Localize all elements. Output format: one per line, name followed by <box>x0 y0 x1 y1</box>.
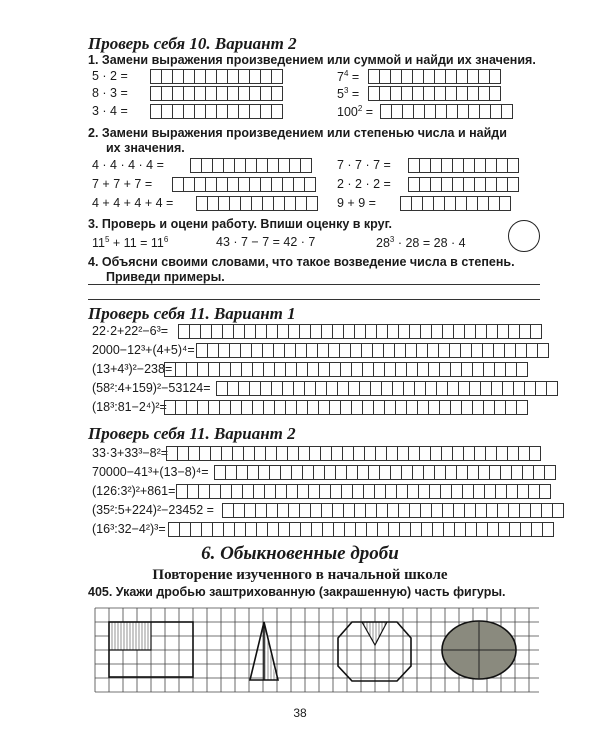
answer-cell[interactable] <box>304 177 316 192</box>
grade-circle[interactable] <box>508 220 540 252</box>
section-title-check-11-v2: Проверь себя 11. Вариант 2 <box>88 424 296 443</box>
hatched-region <box>109 622 151 650</box>
answer-cells[interactable] <box>164 400 527 415</box>
task-2-expr-6: 9 + 9 = <box>337 196 376 210</box>
task-3-expr-1: $11^5 + 11 = 11^6$ <box>92 235 169 251</box>
answer-cell[interactable] <box>489 86 501 101</box>
shaded-region <box>442 621 516 679</box>
s11v2-expr-5: (16³:32−4²)³= <box>92 522 166 536</box>
chapter-title: 6. Обыкновенные дроби <box>201 543 399 564</box>
equals-sign: = <box>351 70 360 85</box>
base: 100 <box>337 105 358 120</box>
answer-cell[interactable] <box>507 177 519 192</box>
task-1-expr-1: 5 · 2 = <box>92 69 128 83</box>
answer-cells[interactable] <box>368 86 500 101</box>
answer-cell[interactable] <box>552 503 564 518</box>
octagon-figure <box>338 622 411 681</box>
answer-cells[interactable] <box>408 177 518 192</box>
task-2-label-line-2: их значения. <box>106 141 185 155</box>
answer-line[interactable] <box>88 299 540 300</box>
answer-cell[interactable] <box>530 324 542 339</box>
s11v2-expr-3: (126:3²)²+861= <box>92 484 176 498</box>
task-1-expr-2: 8 · 3 = <box>92 86 128 100</box>
answer-cells[interactable] <box>400 196 510 211</box>
base: 7 <box>337 70 344 85</box>
equals-sign: = <box>351 87 360 102</box>
exponent: 2 <box>357 104 363 113</box>
answer-cell[interactable] <box>507 158 519 173</box>
answer-cells[interactable] <box>368 69 500 84</box>
task-3-expr-2: 43 · 7 − 7 = 42 · 7 <box>216 235 316 249</box>
s11v2-expr-1: 33·3+33³−8²= <box>92 446 169 460</box>
equals-sign: = <box>365 105 374 120</box>
exponent: 3 <box>343 86 349 95</box>
base: 5 <box>337 87 344 102</box>
answer-cells[interactable] <box>190 158 311 173</box>
answer-cells[interactable] <box>408 158 518 173</box>
task-1-expr-3: 3 · 4 = <box>92 104 128 118</box>
task-2-expr-3: 4 + 4 + 4 + 4 = <box>92 196 174 210</box>
hatched-region <box>264 622 276 680</box>
answer-cells[interactable] <box>196 343 548 358</box>
triangle-figure <box>250 622 278 680</box>
s11v1-expr-1: 22·2+22²−6³= <box>92 324 169 338</box>
answer-cells[interactable] <box>164 362 527 377</box>
task-2-label-line-1: 2. Замени выражения произведением или степенью числа и найди <box>88 126 507 140</box>
task-2-expr-5: 2 · 2 · 2 = <box>337 177 391 191</box>
answer-cell[interactable] <box>271 86 283 101</box>
s11v1-expr-3: (13+4³)²−238= <box>92 362 173 376</box>
answer-cell[interactable] <box>499 196 511 211</box>
task-2-expr-4: 7 · 7 · 7 = <box>337 158 391 172</box>
answer-cells[interactable] <box>150 104 282 119</box>
answer-cells[interactable] <box>176 484 550 499</box>
s11v1-expr-2: 2000−12³+(4+5)⁴= <box>92 343 195 357</box>
answer-cell[interactable] <box>271 69 283 84</box>
answer-cell[interactable] <box>529 446 541 461</box>
answer-cells[interactable] <box>150 69 282 84</box>
rectangle-figure <box>109 622 193 677</box>
task-2-expr-1: 4 · 4 · 4 · 4 = <box>92 158 164 172</box>
s11v2-expr-4: (35²:5+224)²−23452 = <box>92 503 214 517</box>
answer-cells[interactable] <box>178 324 541 339</box>
answer-cells[interactable] <box>150 86 282 101</box>
answer-cell[interactable] <box>544 465 556 480</box>
hatched-region <box>362 622 387 645</box>
answer-cell[interactable] <box>300 158 312 173</box>
answer-cells[interactable] <box>222 503 563 518</box>
answer-cell[interactable] <box>271 104 283 119</box>
task-1-expr-4 <box>337 69 359 84</box>
answer-cells[interactable] <box>196 196 317 211</box>
answer-cell[interactable] <box>542 522 554 537</box>
task-1-expr-6 <box>337 104 373 119</box>
answer-cell[interactable] <box>539 484 551 499</box>
task-3-label: 3. Проверь и оцени работу. Впиши оценку в круг. <box>88 217 393 231</box>
task-405-label: 405. Укажи дробью заштрихованную (закрашенную) часть фигуры. <box>88 585 506 599</box>
answer-cell[interactable] <box>516 400 528 415</box>
ellipse-figure <box>442 621 516 679</box>
page-number: 38 <box>293 706 307 720</box>
answer-cell[interactable] <box>501 104 513 119</box>
s11v1-expr-5: (18³:81−2⁴)²= <box>92 400 167 414</box>
section-title-check-10: Проверь себя 10. Вариант 2 <box>88 34 297 53</box>
chapter-subtitle: Повторение изученного в начальной школе <box>152 567 448 583</box>
answer-cell[interactable] <box>489 69 501 84</box>
answer-cells[interactable] <box>214 465 555 480</box>
task-2-expr-2: 7 + 7 + 7 = <box>92 177 153 191</box>
task-3-expr-3: $28^3 \cdot 28 = 28 \cdot 4$ <box>376 235 466 251</box>
answer-cell[interactable] <box>516 362 528 377</box>
exponent: 4 <box>343 69 349 78</box>
answer-cells[interactable] <box>380 104 512 119</box>
task-4-label-line-1: 4. Объясни своими словами, что такое возведение числа в степень. <box>88 255 515 269</box>
s11v2-expr-2: 70000−41³+(13−8)⁴= <box>92 465 209 479</box>
task-4-label-line-2: Приведи примеры. <box>106 270 229 284</box>
answer-cell[interactable] <box>546 381 558 396</box>
answer-cells[interactable] <box>216 381 557 396</box>
section-title-check-11-v1: Проверь себя 11. Вариант 1 <box>88 304 296 323</box>
task-1-label: 1. Замени выражения произведением или суммой и найди их значения. <box>88 53 536 67</box>
answer-cells[interactable] <box>168 522 553 537</box>
task-1-expr-5 <box>337 86 359 101</box>
answer-cells[interactable] <box>172 177 315 192</box>
answer-cell[interactable] <box>537 343 549 358</box>
answer-cells[interactable] <box>166 446 540 461</box>
answer-line[interactable] <box>88 284 540 285</box>
s11v1-expr-4: (58²:4+159)²−53124= <box>92 381 211 395</box>
answer-cell[interactable] <box>306 196 318 211</box>
grid-paper <box>95 608 539 692</box>
